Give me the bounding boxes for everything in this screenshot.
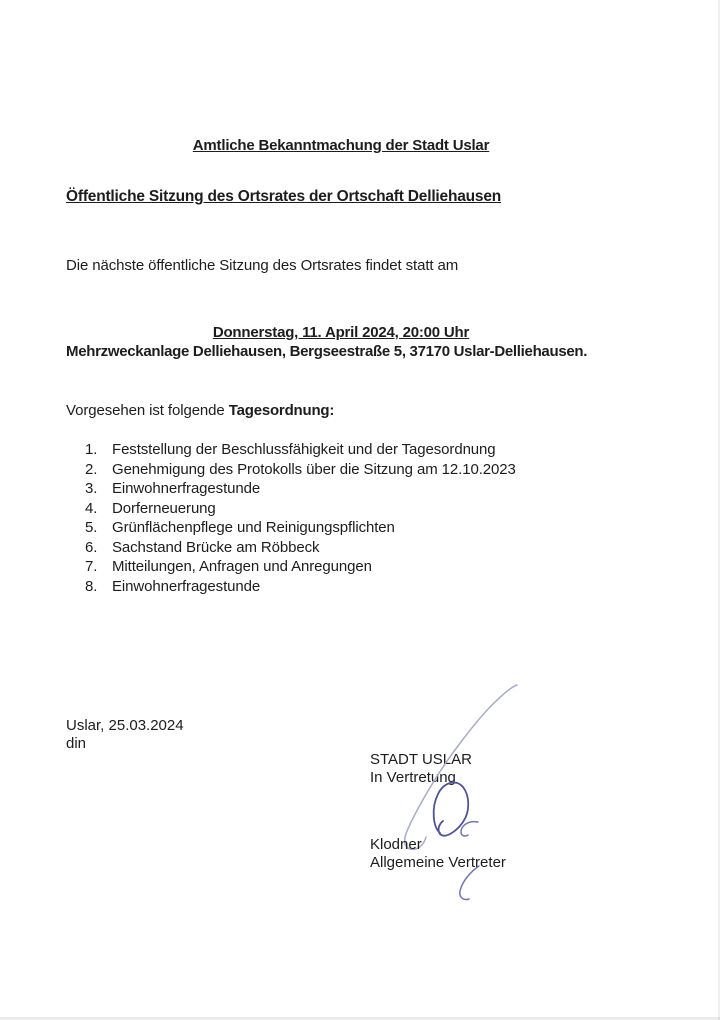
agenda-item-number: 7. (85, 558, 98, 575)
agenda-item (85, 518, 516, 538)
agenda-item-text: Sachstand Brücke am Röbbeck (112, 538, 320, 556)
agenda-item-number: 4. (85, 499, 98, 517)
agenda-item-number: 6. (85, 538, 98, 556)
agenda-item-number: 3. (85, 480, 98, 497)
org-representation: In Vertretung (370, 768, 456, 786)
meeting-location: Mehrzweckanlage Delliehausen, Bergseestraße 5, 37170 Uslar-Delliehausen. (66, 343, 588, 360)
signer-title: Allgemeine Vertreter (370, 853, 506, 871)
agenda-item (85, 499, 516, 519)
signature-tail-stroke (460, 866, 479, 900)
agenda-intro-text: Vorgesehen ist folgende (66, 402, 229, 419)
agenda-intro (66, 401, 334, 420)
agenda-item-text: Mitteilungen, Anfragen und Anregungen (112, 558, 372, 575)
agenda-item-number: 8. (85, 577, 98, 595)
agenda-item (85, 460, 516, 480)
agenda-item-text: Einwohnerfragestunde (112, 577, 261, 595)
agenda-item-number: 1. (85, 441, 98, 458)
agenda-item-text: Grünflächenpflege und Reinigungspflichten (112, 519, 395, 536)
handwritten-signature (330, 655, 540, 915)
document-subtitle: Öffentliche Sitzung des Ortsrates der Ortschaft Delliehausen (66, 188, 502, 205)
document-title: Amtliche Bekanntmachung der Stadt Uslar (192, 137, 490, 154)
signer-initials: din (66, 735, 87, 752)
agenda-item (85, 557, 516, 577)
agenda-item (85, 577, 516, 597)
agenda-item-text: Einwohnerfragestunde (112, 480, 261, 497)
intro-line: Die nächste öffentliche Sitzung des Ortsrates findet statt am (66, 257, 459, 274)
place-date: Uslar, 25.03.2024 (66, 717, 184, 734)
agenda-item (85, 440, 516, 460)
agenda-item-text: Dorferneuerung (112, 499, 216, 517)
signature-loop-stroke (434, 783, 469, 836)
agenda-item-text: Feststellung der Beschlussfähigkeit und der Tagesordnung (112, 441, 496, 458)
meeting-datetime: Donnerstag, 11. April 2024, 20:00 Uhr (212, 324, 470, 341)
agenda-item-number: 5. (85, 519, 98, 536)
org-name: STADT USLAR (370, 751, 472, 768)
agenda-item-number: 2. (85, 460, 98, 478)
agenda-label: Tagesordnung: (228, 402, 335, 419)
signer-name: Klodner (370, 836, 422, 853)
agenda-item (85, 479, 516, 499)
signer-block (370, 836, 506, 871)
agenda-item-text: Genehmigung des Protokolls über die Sitzung am 12.10.2023 (112, 460, 516, 478)
signature-tick-stroke (461, 822, 478, 836)
agenda-item (85, 538, 516, 558)
agenda-list (85, 440, 516, 596)
